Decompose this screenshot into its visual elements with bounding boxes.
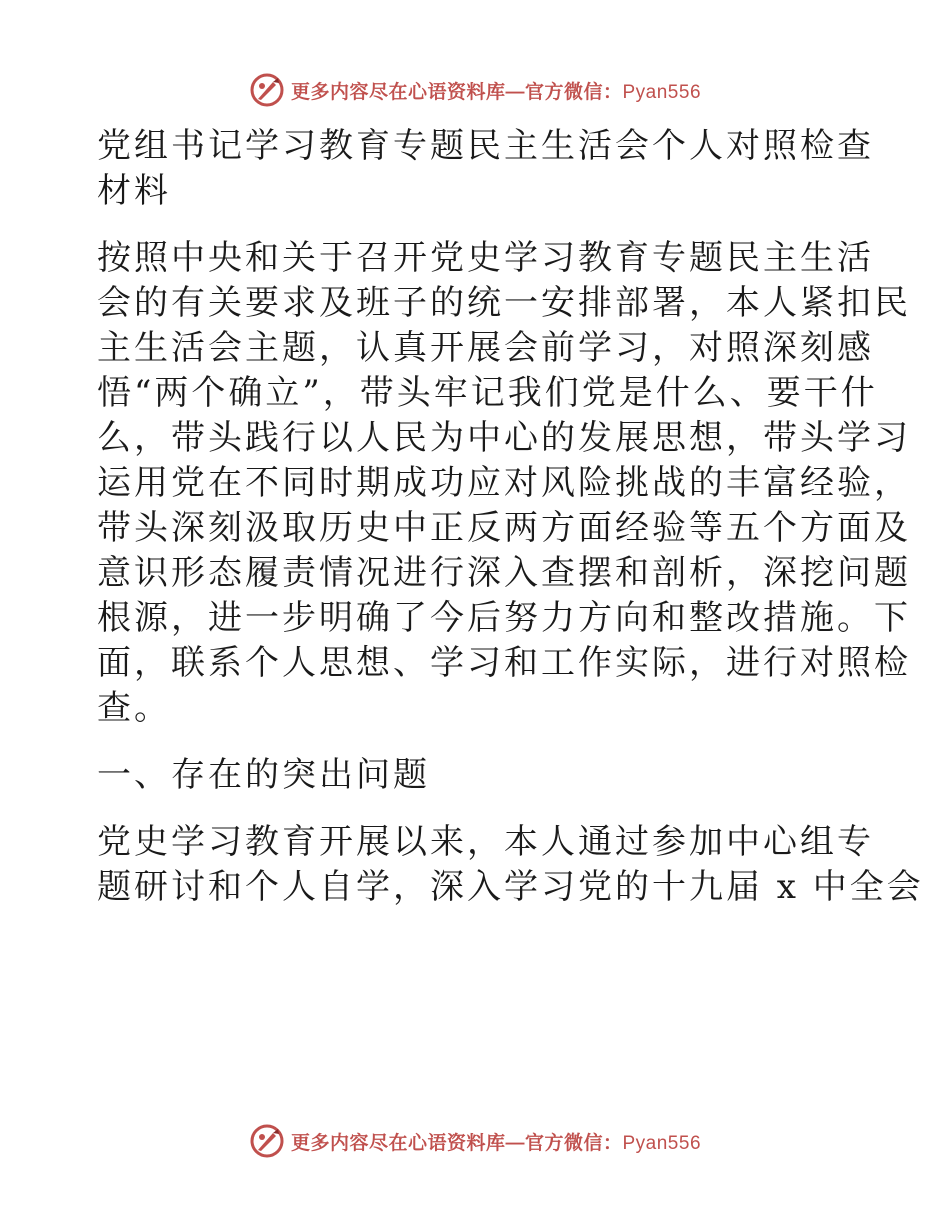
paragraph1-line: 根源，进一步明确了今后努力方向和整改措施。下	[97, 598, 911, 638]
paragraph1-line: 悟“两个确立”，带头牢记我们党是什么、要干什	[97, 373, 878, 413]
paragraph1-line: 面，联系个人思想、学习和工作实际，进行对照检	[97, 643, 911, 683]
quill-logo-icon	[249, 1123, 285, 1159]
paragraph2-line: 党史学习教育开展以来，本人通过参加中心组专	[97, 822, 874, 862]
paragraph1-line: 意识形态履责情况进行深入查摆和剖析，深挖问题	[97, 553, 911, 593]
header-banner-inner	[249, 72, 701, 108]
footer-banner-text	[291, 1128, 701, 1155]
paragraph1-line: 按照中央和关于召开党史学习教育专题民主生活	[97, 238, 874, 278]
spacer	[97, 214, 853, 236]
header-banner-slogan: 更多内容尽在心语资料库—官方微信：	[290, 81, 623, 103]
footer-banner-inner	[249, 1123, 701, 1159]
paragraph1-line: 查。	[97, 688, 171, 728]
footer-banner-slogan: 更多内容尽在心语资料库—官方微信：	[290, 1132, 623, 1154]
paragraph1-line: 么，带头践行以人民为中心的发展思想，带头学习	[97, 418, 911, 458]
paragraph1-line: 会的有关要求及班子的统一安排部署，本人紧扣民	[97, 283, 911, 323]
paragraph1-line: 带头深刻汲取历史中正反两方面经验等五个方面及	[97, 508, 911, 548]
paragraph1-line: 主生活会主题，认真开展会前学习，对照深刻感	[97, 328, 874, 368]
spacer	[97, 798, 853, 820]
document-title-line-1: 党组书记学习教育专题民主生活会个人对照检查	[97, 126, 874, 166]
document-body	[97, 124, 924, 910]
document-title-line-2: 材料	[97, 171, 171, 211]
header-banner	[0, 70, 950, 110]
quill-logo-icon	[249, 72, 285, 108]
footer-banner-wechat-id: Pyan556	[622, 1132, 702, 1154]
footer-banner	[0, 1121, 950, 1161]
paragraph1-line: 运用党在不同时期成功应对风险挑战的丰富经验，	[97, 463, 911, 503]
header-banner-text	[291, 77, 701, 104]
spacer	[97, 731, 853, 753]
paragraph2-line: 题研讨和个人自学，深入学习党的十九届 x 中全会	[97, 867, 924, 907]
section-heading: 一、存在的突出问题	[97, 755, 430, 795]
header-banner-wechat-id: Pyan556	[622, 81, 702, 103]
